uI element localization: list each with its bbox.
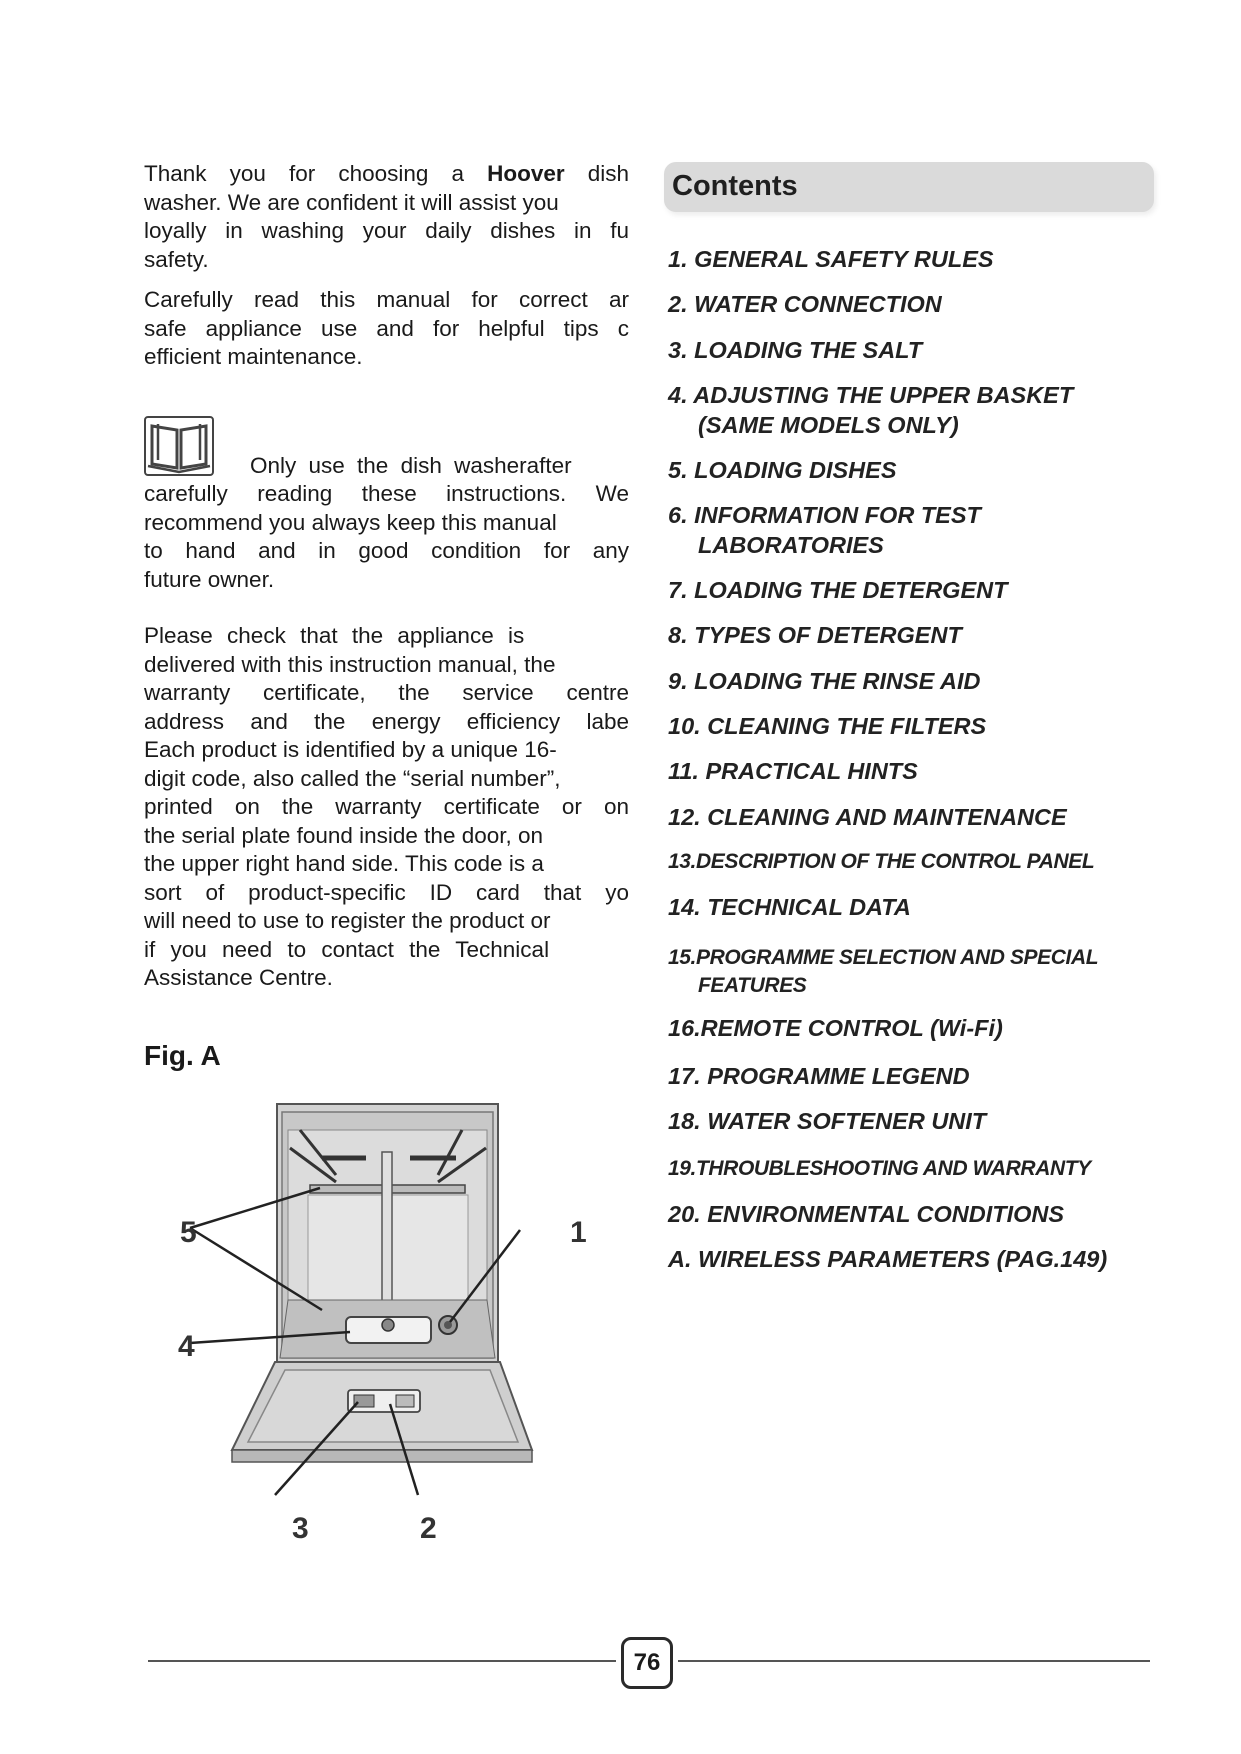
intro-column: [144, 160, 629, 993]
toc-item[interactable]: 12. CLEANING AND MAINTENANCE: [668, 804, 1067, 830]
serial-line: Each product is identified by a unique 16-: [144, 737, 557, 762]
dishwasher-illustration: [160, 1100, 620, 1580]
toc-item[interactable]: 19.THROUBLESHOOTING AND WARRANTY: [668, 1157, 1091, 1180]
footer-rule-right: [678, 1660, 1150, 1662]
toc-item[interactable]: 8. TYPES OF DETERGENT: [668, 622, 962, 648]
toc-item[interactable]: 4. ADJUSTING THE UPPER BASKET (SAME MODELS ONLY): [668, 382, 1074, 438]
toc-item[interactable]: 9. LOADING THE RINSE AID: [668, 668, 981, 694]
manual-line: efficient maintenance.: [144, 344, 363, 369]
toc-item[interactable]: 6. INFORMATION FOR TEST LABORATORIES: [668, 502, 981, 558]
toc-item[interactable]: 11. PRACTICAL HINTS: [668, 758, 918, 784]
contents-header: [664, 162, 1154, 212]
contents-title: Contents: [672, 170, 798, 202]
serial-line: Please check that the appliance is: [144, 623, 525, 648]
serial-line: printed on the warranty certificate or on: [144, 794, 629, 819]
serial-line: Assistance Centre.: [144, 965, 333, 990]
notice-line: recommend you always keep this manual: [144, 509, 557, 535]
serial-line: sort of product-specific ID card that yo: [144, 879, 629, 905]
serial-line: digit code, also called the “serial number”,: [144, 765, 561, 791]
notice-line: to hand and in good condition for any: [144, 538, 629, 563]
toc-item[interactable]: 17. PROGRAMME LEGEND: [668, 1063, 970, 1089]
serial-line: the serial plate found inside the door, on: [144, 822, 544, 848]
notice-line: Only use the dish washerafter: [250, 452, 572, 478]
page-number: 76: [621, 1637, 673, 1689]
intro-line: loyally in washing your daily dishes in fu: [144, 218, 629, 243]
manual-line: Carefully read this manual for correct ar: [144, 287, 629, 312]
toc-item[interactable]: 10. CLEANING THE FILTERS: [668, 713, 987, 739]
toc-item[interactable]: 2. WATER CONNECTION: [668, 291, 942, 317]
toc-item[interactable]: 13.DESCRIPTION OF THE CONTROL PANEL: [668, 850, 1095, 873]
intro-line: safety.: [144, 246, 209, 272]
toc-item[interactable]: 20. ENVIRONMENTAL CONDITIONS: [668, 1201, 1065, 1227]
manual-line: safe appliance use and for helpful tips c: [144, 315, 629, 341]
toc-item[interactable]: 7. LOADING THE DETERGENT: [668, 577, 1008, 603]
toc-item[interactable]: 5. LOADING DISHES: [668, 457, 897, 483]
callout-1: 1: [570, 1216, 587, 1249]
notice-line: future owner.: [144, 566, 275, 592]
book-icon: [144, 416, 214, 476]
toc-item[interactable]: 16.REMOTE CONTROL (Wi-Fi): [668, 1015, 1003, 1041]
callout-2: 2: [420, 1512, 437, 1545]
serial-line: the upper right hand side. This code is a: [144, 851, 544, 876]
serial-line: address and the energy efficiency labe: [144, 708, 629, 734]
toc-item[interactable]: 1. GENERAL SAFETY RULES: [668, 246, 994, 272]
toc-item[interactable]: 15.PROGRAMME SELECTION AND SPECIAL FEATURES: [668, 946, 1099, 997]
serial-line: will need to use to register the product or: [144, 908, 551, 933]
intro-line: washer. We are confident it will assist you: [144, 189, 559, 215]
figure-label: Fig. A: [144, 1040, 221, 1071]
notice-line: carefully reading these instructions. We: [144, 481, 629, 506]
footer-rule-left: [148, 1660, 616, 1662]
serial-paragraph: [144, 622, 629, 993]
serial-line: warranty certificate, the service centre: [144, 680, 629, 705]
toc-item[interactable]: A. WIRELESS PARAMETERS (PAG.149): [668, 1246, 1108, 1272]
toc-item[interactable]: 14. TECHNICAL DATA: [668, 894, 911, 920]
dishwasher-figure: [160, 1100, 620, 1580]
brand-name: Hoover: [487, 161, 565, 186]
callout-5: 5: [180, 1216, 197, 1249]
callout-4: 4: [178, 1330, 195, 1363]
callout-3: 3: [292, 1512, 309, 1545]
manual-notice: [144, 416, 629, 595]
intro-line: Thank you for choosing a Hoover dish: [144, 161, 629, 186]
toc-item[interactable]: 18. WATER SOFTENER UNIT: [668, 1108, 987, 1134]
toc-item[interactable]: 3. LOADING THE SALT: [668, 337, 923, 363]
serial-line: delivered with this instruction manual, the: [144, 651, 556, 677]
serial-line: if you need to contact the Technical: [144, 936, 550, 962]
